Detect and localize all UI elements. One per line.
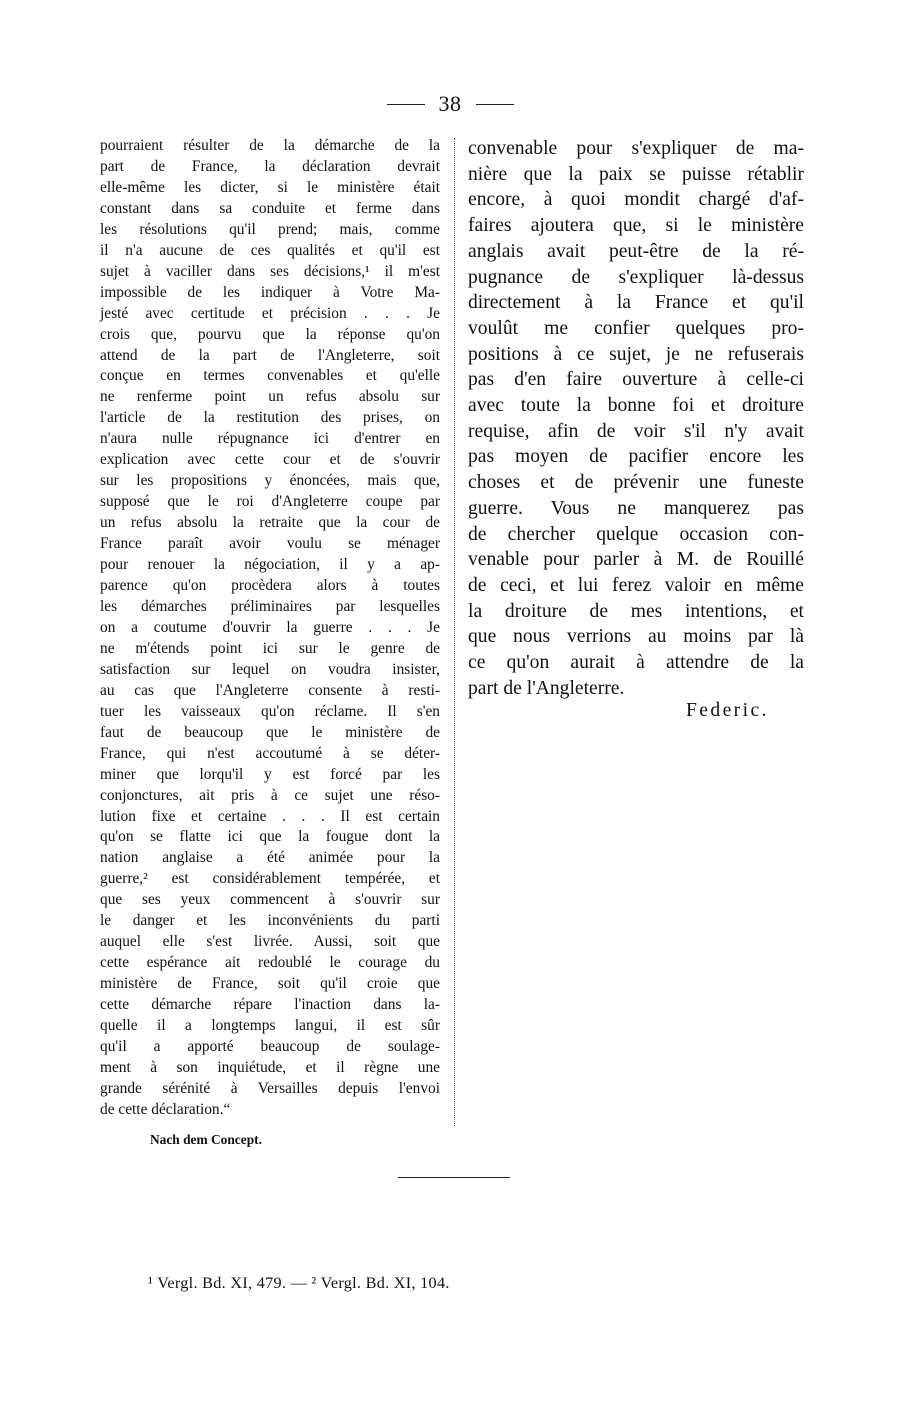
text-line: part de France, la déclaration devrait bbox=[100, 157, 440, 175]
text-line: les résolutions qu'il prend; mais, comme bbox=[100, 220, 440, 238]
text-line: positions à ce sujet, je ne refuserais bbox=[468, 343, 804, 365]
text-line: requise, afin de voir s'il n'y avait bbox=[468, 420, 804, 442]
text-line: crois que, pourvu que la réponse qu'on bbox=[100, 325, 440, 343]
text-line: part de l'Angleterre. bbox=[468, 677, 625, 699]
text-line: pas moyen de pacifier encore les bbox=[468, 446, 804, 468]
text-line: pas d'en faire ouverture à celle-ci bbox=[468, 369, 804, 391]
text-line: conçue en termes convenables et qu'elle bbox=[100, 367, 440, 385]
text-line: lution fixe et certaine . . . Il est certain bbox=[100, 807, 440, 825]
text-line: convenable pour s'expliquer de ma- bbox=[468, 138, 804, 159]
text-line: l'article de la restitution des prises, on bbox=[100, 409, 440, 427]
text-line: nière que la paix se puisse rétablir bbox=[468, 163, 804, 185]
text-line: ce qu'on aurait à attendre de la bbox=[468, 652, 804, 674]
page-number: 38 bbox=[438, 91, 462, 116]
text-line: la droiture de mes intentions, et bbox=[468, 600, 804, 622]
page-header bbox=[0, 86, 900, 122]
source-note: Nach dem Concept. bbox=[150, 1132, 262, 1147]
text-line: attend de la part de l'Angleterre, soit bbox=[100, 346, 440, 364]
text-line: n'aura nulle répugnance ici d'entrer en bbox=[100, 430, 440, 448]
text-line: ministère de France, soit qu'il croie que bbox=[100, 975, 440, 993]
column-divider bbox=[454, 138, 455, 1126]
text-line: guerre. Vous ne manquerez pas bbox=[468, 497, 804, 519]
text-line: conjonctures, ait pris à ce sujet une réso- bbox=[100, 786, 440, 804]
text-line: qu'on se flatte ici que la fougue dont la bbox=[100, 828, 440, 846]
text-line: auquel elle s'est livrée. Aussi, soit que bbox=[100, 933, 440, 951]
text-line: il n'a aucune de ces qualités et qu'il est bbox=[100, 241, 440, 259]
text-line: supposé que le roi d'Angleterre coupe par bbox=[100, 493, 440, 511]
text-line: miner que lorqu'il y est forcé par les bbox=[100, 765, 440, 783]
signature: Federic. bbox=[686, 700, 769, 721]
text-line: de cette déclaration.“ bbox=[100, 1100, 231, 1118]
text-line: de chercher quelque occasion con- bbox=[468, 523, 804, 545]
text-line: nation anglaise a été animée pour la bbox=[100, 849, 440, 867]
text-line: un refus absolu la retraite que la cour de bbox=[100, 514, 440, 532]
text-line: France, qui n'est accoutumé à se déter- bbox=[100, 744, 440, 762]
text-line: les démarches préliminaires par lesquelles bbox=[100, 597, 440, 615]
text-line: faut de beaucoup que le ministère de bbox=[100, 723, 440, 741]
text-line: venable pour parler à M. de Rouillé bbox=[468, 549, 804, 571]
text-line: France paraît avoir voulu se ménager bbox=[100, 535, 440, 553]
text-line: directement à la France et qu'il bbox=[468, 292, 804, 314]
text-line: elle-même les dicter, si le ministère était bbox=[100, 178, 440, 196]
text-line: au cas que l'Angleterre consente à resti- bbox=[100, 681, 440, 699]
header-rule-right bbox=[476, 104, 514, 105]
text-line: parence qu'on procèdera alors à toutes bbox=[100, 577, 440, 595]
text-line: pour renouer la négociation, il y a ap- bbox=[100, 556, 440, 574]
left-column-text bbox=[100, 136, 440, 1121]
text-line: encore, à quoi mondit chargé d'af- bbox=[468, 189, 804, 211]
text-line: sujet à vaciller dans ses décisions,¹ il m'est bbox=[100, 262, 440, 280]
text-line: tuer les vaisseaux qu'on réclame. Il s'en bbox=[100, 702, 440, 720]
text-line: avec toute la bonne foi et droiture bbox=[468, 395, 804, 417]
text-line: sur les propositions y énoncées, mais que, bbox=[100, 472, 440, 490]
text-line: quelle il a longtemps langui, il est sûr bbox=[100, 1017, 440, 1035]
text-line: cette démarche répare l'inaction dans la- bbox=[100, 996, 440, 1014]
text-line: impossible de les indiquer à Votre Ma- bbox=[100, 283, 440, 301]
footnote-separator bbox=[398, 1177, 510, 1178]
text-line: faires ajoutera que, si le ministère bbox=[468, 215, 804, 237]
text-line: cette espérance ait redoublé le courage du bbox=[100, 954, 440, 972]
text-line: voulût me confier quelques pro- bbox=[468, 317, 804, 339]
text-line: ne renferme point un refus absolu sur bbox=[100, 388, 440, 406]
text-line: de ceci, et lui ferez valoir en même bbox=[468, 574, 804, 596]
text-line: que ses yeux commencent à s'ouvrir sur bbox=[100, 891, 440, 909]
text-line: pourraient résulter de la démarche de la bbox=[100, 137, 440, 154]
text-line: explication avec cette cour et de s'ouvrir bbox=[100, 451, 440, 469]
text-line: le danger et les inconvénients du parti bbox=[100, 912, 440, 930]
header-rule-left bbox=[387, 104, 425, 105]
right-column-text bbox=[468, 136, 804, 701]
text-line: qu'il a apporté beaucoup de soulage- bbox=[100, 1037, 440, 1055]
text-line: on a coutume d'ouvrir la guerre . . . Je bbox=[100, 618, 440, 636]
text-line: satisfaction sur lequel on voudra insister, bbox=[100, 660, 440, 678]
text-line: pugnance de s'expliquer là-dessus bbox=[468, 266, 804, 288]
text-line: anglais avait peut-être de la ré- bbox=[468, 240, 804, 262]
text-line: jesté avec certitude et précision . . . Je bbox=[100, 304, 440, 322]
text-line: que nous verrions au moins par là bbox=[468, 626, 804, 648]
text-line: grande sérénité à Versailles depuis l'envoi bbox=[100, 1079, 440, 1097]
footnotes: ¹ Vergl. Bd. XI, 479. — ² Vergl. Bd. XI, 104. bbox=[148, 1274, 450, 1292]
text-line: constant dans sa conduite et ferme dans bbox=[100, 199, 440, 217]
text-line: ment à son inquiétude, et il règne une bbox=[100, 1058, 440, 1076]
text-line: guerre,² est considérablement tempérée, et bbox=[100, 870, 440, 888]
text-line: ne m'étends point ici sur le genre de bbox=[100, 639, 440, 657]
text-line: choses et de prévenir une funeste bbox=[468, 472, 804, 494]
